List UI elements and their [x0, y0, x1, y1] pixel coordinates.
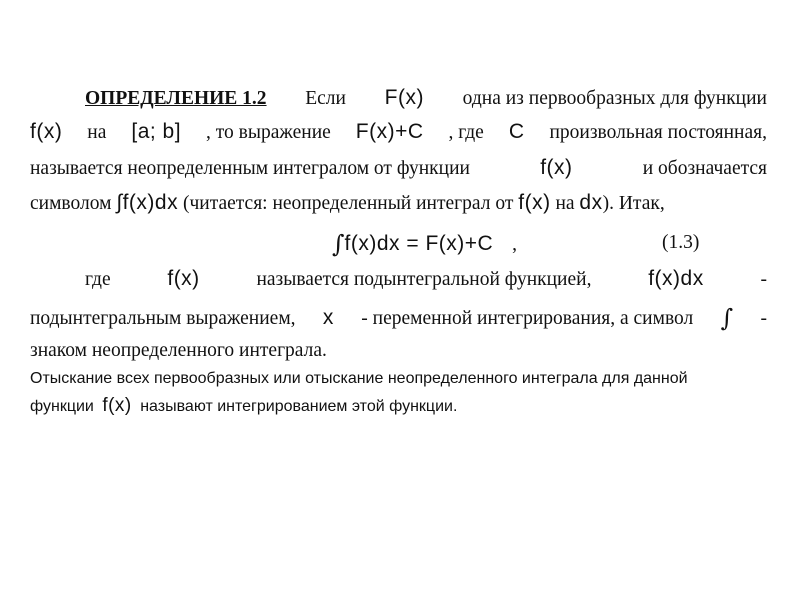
text-integrand-expression: подынтегральным выражением, [30, 308, 296, 329]
text-gde: где [85, 269, 111, 290]
text-variable: - переменной интегрирования, а символ [361, 308, 694, 329]
text-read-as: (читается: неопределенный интеграл от [182, 193, 514, 214]
definition-label: ОПРЕДЕЛЕНИЕ 1.2 [85, 88, 267, 109]
text-called-indefinite: называется неопределенным интегралом от функции [30, 158, 470, 179]
integral-sign-icon: ∫ [332, 230, 345, 258]
text-symbol: символом [30, 193, 112, 214]
text-itak: ). Итак, [602, 193, 665, 214]
definition-line-4 [30, 192, 665, 214]
text-denoted: и обозначается [642, 158, 767, 179]
formula-comma: , [512, 234, 517, 255]
math-f-of-x: f(x) [167, 267, 200, 290]
definition-line-1 [85, 87, 767, 109]
math-interval: [a; b] [131, 120, 182, 143]
text-esli: Если [305, 88, 346, 109]
text-arbitrary-constant: произвольная постоянная, [549, 122, 767, 143]
text-dash: - [760, 308, 767, 329]
math-x: x [322, 306, 334, 329]
text-primitive: одна из первообразных для функции [462, 88, 767, 109]
text-gde: , где [448, 122, 484, 143]
text-integrand-function: называется подынтегральной функцией, [256, 269, 592, 290]
definition-line-2 [30, 121, 767, 143]
math-F-plus-C: F(x)+C [355, 120, 424, 143]
text-na: на [87, 122, 107, 143]
math-f-of-x: f(x) [518, 191, 551, 214]
math-F-of-x: F(x) [384, 86, 424, 109]
math-C: C [508, 120, 525, 143]
math-dx: dx [579, 191, 603, 214]
math-f-of-x: f(x) [30, 120, 63, 143]
note-line-1 [30, 371, 688, 387]
formula-number: (1.3) [662, 232, 700, 253]
note-line-2 [30, 396, 457, 415]
math-integral-f-dx: ∫f(x)dx [116, 191, 179, 214]
note-text-1: Отыскание всех первообразных или отыскание неопределенного интеграла для данной [30, 370, 688, 387]
integral-sign-icon: ∫ [720, 304, 734, 332]
explanation-line-1 [85, 268, 767, 290]
text-dash: - [760, 269, 767, 290]
text-expression: , то выражение [206, 122, 331, 143]
math-f-of-x: f(x) [540, 156, 573, 179]
text-na: на [555, 193, 575, 214]
text-called-integration: называют интегрированием этой функции. [140, 398, 458, 415]
math-f-of-x: f(x) [102, 395, 132, 416]
math-f-dx: f(x)dx [648, 267, 704, 290]
definition-line-3 [30, 157, 767, 179]
text-sign-of-integral: знаком неопределенного интеграла. [30, 340, 327, 361]
explanation-line-3 [30, 341, 327, 361]
formula-line [332, 230, 517, 258]
text-function: функции [30, 398, 94, 415]
explanation-line-2 [30, 304, 767, 332]
formula-expression: f(x)dx = F(x)+C [344, 232, 494, 255]
